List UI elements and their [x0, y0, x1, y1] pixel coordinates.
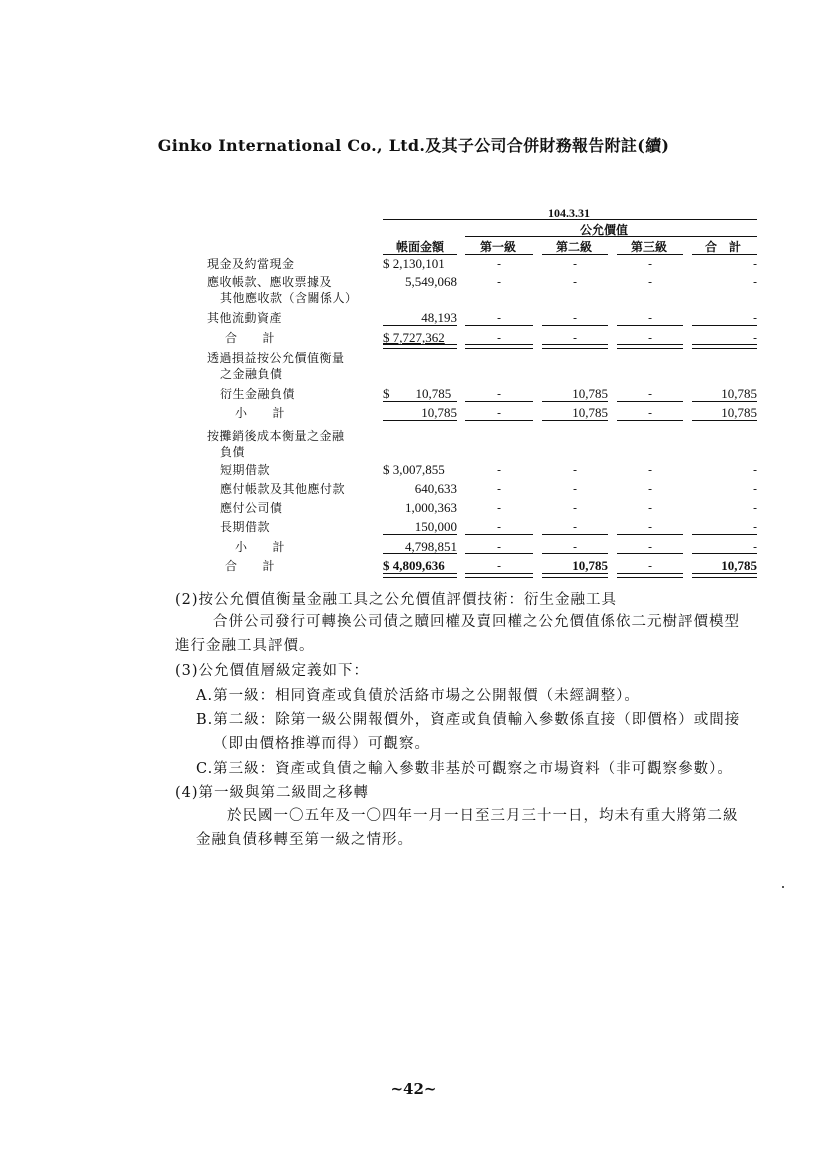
note-3-level2: B.第二級：除第一級公開報價外，資產或負債輸入參數係直接（即價格）或間接 — [196, 712, 741, 728]
total-double-rule — [542, 344, 608, 349]
row-total: - — [752, 463, 757, 477]
col-rule-l1 — [465, 254, 533, 255]
row-total: - — [752, 275, 757, 289]
row-l2: - — [572, 331, 578, 345]
row-l2: - — [572, 463, 578, 477]
row-l3: - — [647, 482, 653, 496]
row-total: - — [752, 501, 757, 515]
total-double-rule — [692, 344, 757, 349]
total-double-rule — [383, 573, 457, 578]
total-double-rule — [617, 344, 683, 349]
row-l1: - — [496, 482, 502, 496]
row-carrying: 1,000,363 — [405, 500, 457, 515]
row-l2: - — [572, 540, 578, 554]
row-l1: - — [496, 387, 502, 401]
note-3-level1: A.第一級：相同資產或負債於活絡市場之公開報價（未經調整）。 — [196, 688, 640, 704]
row-l1: - — [496, 257, 502, 271]
row-carrying: 150,000 — [414, 519, 457, 534]
note-2-text: 合併公司發行可轉換公司債之贖回權及賣回權之公允價值係依二元樹評價模型 — [213, 614, 740, 630]
row-carrying: 5,549,068 — [405, 274, 457, 289]
row-total: - — [752, 311, 757, 325]
subtotal-rule — [617, 534, 683, 535]
row-total: - — [752, 257, 757, 271]
row-l1: - — [496, 311, 502, 325]
subtotal-rule — [692, 325, 757, 326]
row-total: - — [752, 331, 757, 345]
row-total: - — [752, 540, 757, 554]
row-l3: - — [647, 520, 653, 534]
note-3-level3: C.第三級：資產或負債之輸入參數非基於可觀察之市場資料（非可觀察參數）。 — [196, 761, 733, 777]
row-label: 小 計 — [235, 406, 286, 420]
row-l1: - — [496, 540, 502, 554]
row-carrying: $ 2,130,101 — [383, 256, 445, 271]
subtotal-rule — [542, 534, 608, 535]
note-4-text-cont: 金融負債移轉至第一級之情形。 — [196, 832, 413, 848]
total-double-rule — [383, 344, 457, 349]
page-title: Ginko International Co., Ltd.及其子公司合併財務報告附註(續) — [157, 136, 670, 155]
row-total: 10,785 — [721, 405, 757, 420]
row-l2: - — [572, 257, 578, 271]
row-l2: - — [572, 311, 578, 325]
row-carrying: 640,633 — [414, 481, 457, 496]
subtotal-rule — [465, 401, 533, 402]
row-label: 現金及約當現金 — [207, 257, 295, 271]
row-l3: - — [647, 331, 653, 345]
note-2-heading: (2)按公允價值衡量金融工具之公允價值評價技術：衍生金融工具 — [175, 592, 618, 608]
subtotal-rule — [617, 401, 683, 402]
subtotal-rule — [692, 553, 757, 554]
subtotal-rule — [465, 325, 533, 326]
row-label-cont: 其他應收款（含關係人） — [220, 291, 358, 305]
row-carrying: 10,785 — [421, 405, 457, 420]
row-label: 應付帳款及其他應付款 — [220, 482, 346, 496]
col-rule-l3 — [617, 254, 683, 255]
row-l3: - — [647, 463, 653, 477]
row-label: 其他流動資產 — [207, 311, 283, 325]
row-label: 合 計 — [225, 331, 276, 345]
subtotal-rule — [465, 534, 533, 535]
row-total: - — [752, 520, 757, 534]
row-carrying: 4,798,851 — [405, 539, 457, 554]
note-3-level2-cont: （即由價格推導而得）可觀察。 — [213, 736, 430, 752]
row-carrying: 48,193 — [421, 310, 457, 325]
row-label: 應收帳款、應收票據及 — [207, 275, 333, 289]
row-l3: - — [647, 311, 653, 325]
total-double-rule — [692, 573, 757, 578]
row-carrying: $ 4,809,636 — [383, 558, 445, 573]
subtotal-rule — [542, 420, 608, 421]
row-l3: - — [647, 501, 653, 515]
subtotal-rule — [383, 325, 457, 326]
fair-value-label: 公允價值 — [580, 223, 629, 237]
row-l1: - — [496, 275, 502, 289]
scan-speck — [782, 886, 784, 888]
fair-value-rule — [465, 236, 757, 237]
note-2-text-cont: 進行金融工具評價。 — [175, 638, 315, 654]
row-l3: - — [647, 559, 653, 573]
subtotal-rule — [465, 420, 533, 421]
row-carrying: $ 3,007,855 — [383, 462, 445, 477]
row-carrying: $ 7,727,362 — [383, 330, 445, 345]
note-3-heading: (3)公允價值層級定義如下： — [175, 663, 370, 679]
row-l1: - — [496, 559, 502, 573]
col-carrying: 帳面金額 — [396, 240, 445, 254]
row-l3: - — [647, 387, 653, 401]
section-label-cont: 負債 — [220, 445, 246, 459]
subtotal-rule — [542, 401, 608, 402]
subtotal-rule — [465, 553, 533, 554]
row-label: 衍生金融負債 — [220, 387, 296, 401]
row-carrying: $ 10,785 — [383, 386, 452, 401]
section-label: 透過損益按公允價值衡量 — [207, 351, 345, 365]
row-l2: 10,785 — [572, 405, 608, 420]
subtotal-rule — [617, 553, 683, 554]
subtotal-rule — [617, 420, 683, 421]
row-label: 小 計 — [235, 540, 286, 554]
row-l2: 10,785 — [572, 386, 608, 401]
row-l1: - — [496, 520, 502, 534]
row-l2: 10,785 — [572, 558, 608, 573]
subtotal-rule — [542, 553, 608, 554]
section-label-cont: 之金融負債 — [220, 367, 283, 381]
row-l1: - — [496, 331, 502, 345]
row-l2: - — [572, 482, 578, 496]
section-label: 按攤銷後成本衡量之金融 — [207, 429, 345, 443]
page-number: ~42~ — [390, 1080, 437, 1098]
total-double-rule — [465, 573, 533, 578]
row-l2: - — [572, 520, 578, 534]
subtotal-rule — [542, 325, 608, 326]
row-label: 合 計 — [225, 559, 276, 573]
table-date: 104.3.31 — [548, 206, 590, 220]
total-double-rule — [465, 344, 533, 349]
subtotal-rule — [692, 401, 757, 402]
col-level3: 第三級 — [631, 240, 668, 254]
row-label: 長期借款 — [220, 520, 271, 534]
subtotal-rule — [692, 534, 757, 535]
col-rule-total — [692, 254, 757, 255]
subtotal-rule — [692, 420, 757, 421]
row-total: 10,785 — [721, 558, 757, 573]
row-l1: - — [496, 406, 502, 420]
row-l1: - — [496, 501, 502, 515]
subtotal-rule — [383, 401, 457, 402]
row-label: 應付公司債 — [220, 501, 283, 515]
col-rule-l2 — [542, 254, 608, 255]
subtotal-rule — [383, 420, 457, 421]
row-total: 10,785 — [721, 386, 757, 401]
row-total: - — [752, 482, 757, 496]
row-l3: - — [647, 275, 653, 289]
col-rule-carrying — [383, 254, 457, 255]
subtotal-rule — [383, 553, 457, 554]
subtotal-rule — [617, 325, 683, 326]
col-level2: 第二級 — [556, 240, 593, 254]
row-label: 短期借款 — [220, 463, 271, 477]
total-double-rule — [542, 573, 608, 578]
subtotal-rule — [383, 534, 457, 535]
col-total: 合 計 — [705, 240, 742, 254]
row-l3: - — [647, 540, 653, 554]
note-4-heading: (4)第一級與第二級間之移轉 — [175, 785, 370, 801]
col-level1: 第一級 — [480, 240, 517, 254]
row-l1: - — [496, 463, 502, 477]
note-4-text: 於民國一〇五年及一〇四年一月一日至三月三十一日，均未有重大將第二級 — [227, 808, 739, 824]
row-l3: - — [647, 257, 653, 271]
row-l3: - — [647, 406, 653, 420]
row-l2: - — [572, 275, 578, 289]
row-l2: - — [572, 501, 578, 515]
total-double-rule — [617, 573, 683, 578]
header-rule — [383, 219, 757, 220]
